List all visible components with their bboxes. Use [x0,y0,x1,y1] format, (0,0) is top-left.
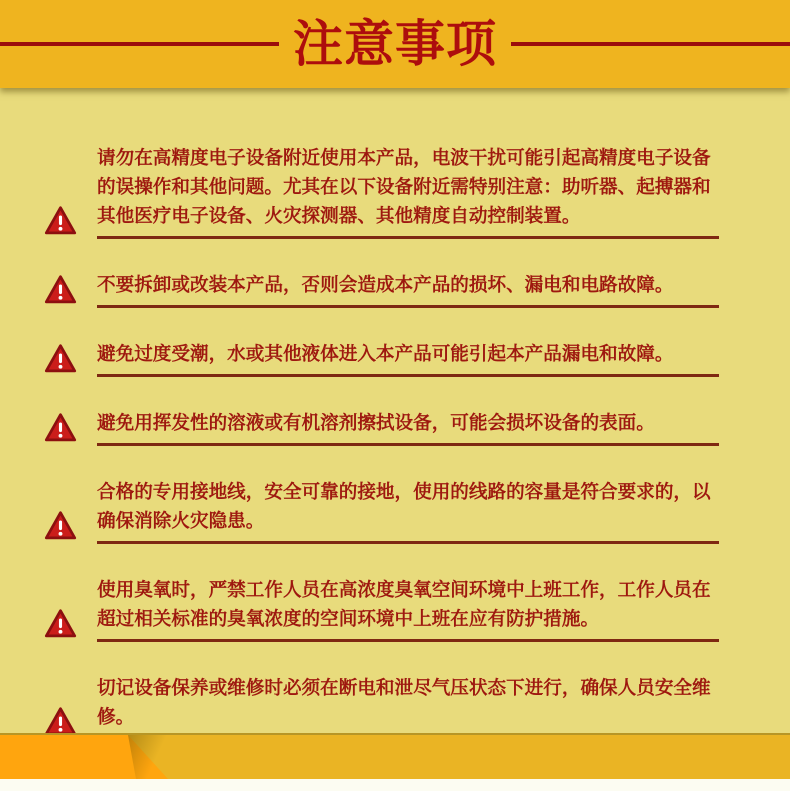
title-banner [0,0,790,88]
warning-text: 切记设备保养或维修时必须在断电和泄尽气压状态下进行，确保人员安全维修。 [97,674,719,740]
footer-bar [0,733,790,779]
warning-text: 合格的专用接地线，安全可靠的接地，使用的线路的容量是符合要求的，以确保消除火灾隐患。 [97,478,719,544]
warning-triangle-icon [44,274,77,305]
warning-triangle-icon [44,412,77,443]
warning-triangle-icon [44,608,77,639]
warning-item [44,340,719,377]
warning-triangle-icon [44,205,77,236]
warning-text: 避免用挥发性的溶液或有机溶剂擦拭设备，可能会损坏设备的表面。 [97,409,719,446]
footer-strip [0,779,790,791]
page-title: 注意事项 [279,0,511,88]
warning-item [44,271,719,308]
warning-text: 避免过度受潮，水或其他液体进入本产品可能引起本产品漏电和故障。 [97,340,719,377]
warning-item [44,144,719,239]
warning-triangle-icon [44,343,77,374]
warning-item [44,409,719,446]
warning-item [44,674,719,740]
warning-item [44,576,719,642]
warning-text: 使用臭氧时，严禁工作人员在高浓度臭氧空间环境中上班工作，工作人员在超过相关标准的臭氧浓度的空间环境中上班在应有防护措施。 [97,576,719,642]
warnings-list [0,88,790,733]
warning-text: 请勿在高精度电子设备附近使用本产品，电波干扰可能引起高精度电子设备的误操作和其他问题。尤其在以下设备附近需特别注意：助听器、起搏器和其他医疗电子设备、火灾探测器、其他精度自动控制装置。 [97,144,719,239]
warning-item [44,478,719,544]
warning-text: 不要拆卸或改装本产品，否则会造成本产品的损坏、漏电和电路故障。 [97,271,719,308]
warning-triangle-icon [44,510,77,541]
